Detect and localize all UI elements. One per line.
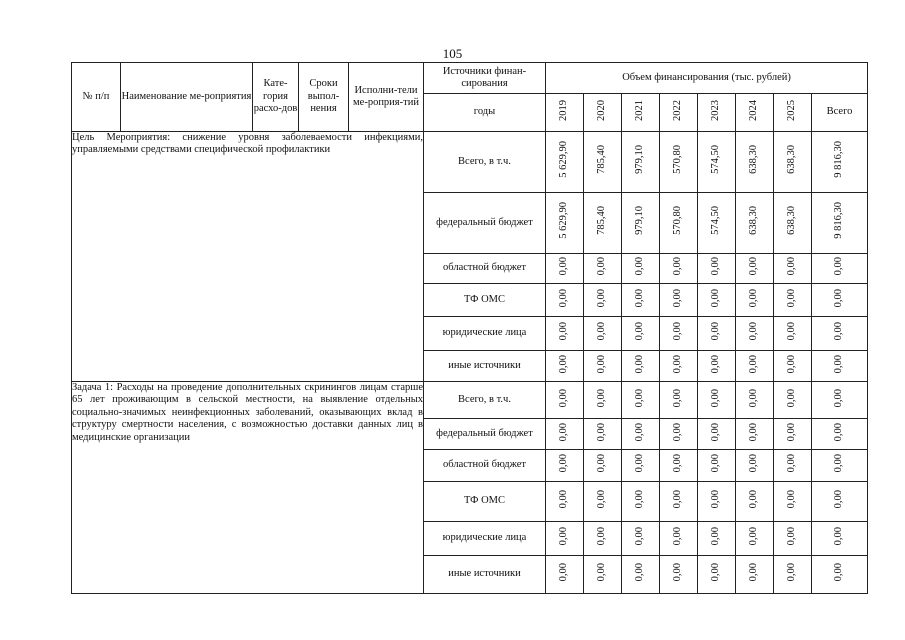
header-row-1 [72, 63, 868, 94]
value-text: 0,00 [596, 257, 608, 276]
year-value-cell [546, 317, 584, 351]
year-value-cell [584, 351, 622, 382]
value-text: 638,30 [786, 145, 798, 175]
year-value-cell [736, 482, 774, 522]
value-text: 979,10 [634, 206, 646, 236]
year-value-cell [774, 556, 812, 594]
year-value-cell [736, 450, 774, 482]
value-text: 0,00 [833, 257, 845, 276]
year-value-cell [660, 556, 698, 594]
value-text: 0,00 [596, 388, 608, 407]
value-text: 0,00 [833, 422, 845, 441]
total-value-cell [812, 522, 868, 556]
funding-source: областной бюджет [424, 450, 546, 482]
value-text: 0,00 [786, 422, 798, 441]
financing-table [71, 62, 868, 594]
year-value-cell [698, 132, 736, 193]
year-value-cell [584, 284, 622, 317]
table-row [72, 382, 868, 419]
total-value-cell [812, 450, 868, 482]
year-header-label: 2019 [558, 99, 570, 121]
year-value-cell [622, 284, 660, 317]
year-value-cell [546, 419, 584, 450]
year-value-cell [584, 450, 622, 482]
funding-source: ТФ ОМС [424, 482, 546, 522]
value-text: 0,00 [558, 257, 570, 276]
total-value-cell [812, 482, 868, 522]
year-value-cell [774, 482, 812, 522]
value-text: 0,00 [596, 288, 608, 307]
value-text: 9 816,30 [833, 141, 845, 179]
year-value-cell [622, 132, 660, 193]
col-sources-header: Источники финан-сирования [424, 63, 546, 94]
value-text: 0,00 [748, 490, 760, 509]
year-value-cell [698, 382, 736, 419]
value-text: 0,00 [634, 454, 646, 473]
year-value-cell [736, 419, 774, 450]
year-value-cell [622, 522, 660, 556]
value-text: 979,10 [634, 145, 646, 175]
year-value-cell [584, 522, 622, 556]
year-header [622, 94, 660, 132]
year-header [660, 94, 698, 132]
value-text: 0,00 [634, 257, 646, 276]
year-value-cell [584, 317, 622, 351]
value-text: 574,50 [710, 206, 722, 236]
value-text: 0,00 [833, 527, 845, 546]
year-value-cell [660, 482, 698, 522]
value-text: 0,00 [634, 288, 646, 307]
year-value-cell [584, 419, 622, 450]
total-value-cell [812, 419, 868, 450]
year-header [546, 94, 584, 132]
year-value-cell [774, 132, 812, 193]
value-text: 638,30 [748, 206, 760, 236]
value-text: 0,00 [710, 257, 722, 276]
funding-source: юридические лица [424, 522, 546, 556]
year-value-cell [546, 284, 584, 317]
year-value-cell [584, 132, 622, 193]
value-text: 0,00 [672, 322, 684, 341]
year-value-cell [736, 193, 774, 254]
year-value-cell [698, 284, 736, 317]
value-text: 0,00 [748, 257, 760, 276]
value-text: 0,00 [634, 388, 646, 407]
year-value-cell [660, 317, 698, 351]
year-value-cell [622, 450, 660, 482]
value-text: 5 629,90 [558, 141, 570, 179]
year-value-cell [660, 382, 698, 419]
year-header [774, 94, 812, 132]
year-value-cell [736, 254, 774, 284]
value-text: 570,80 [672, 206, 684, 236]
funding-source: областной бюджет [424, 254, 546, 284]
funding-source: федеральный бюджет [424, 193, 546, 254]
year-value-cell [698, 193, 736, 254]
year-header [584, 94, 622, 132]
year-value-cell [698, 482, 736, 522]
col-terms-header: Сроки выпол-нения [299, 63, 349, 132]
value-text: 0,00 [833, 563, 845, 582]
year-value-cell [736, 522, 774, 556]
year-value-cell [660, 193, 698, 254]
table-row [72, 132, 868, 193]
funding-source: иные источники [424, 351, 546, 382]
value-text: 0,00 [748, 563, 760, 582]
year-value-cell [584, 482, 622, 522]
value-text: 0,00 [748, 388, 760, 407]
year-value-cell [622, 254, 660, 284]
year-value-cell [622, 419, 660, 450]
value-text: 0,00 [786, 257, 798, 276]
value-text: 0,00 [558, 388, 570, 407]
value-text: 785,40 [596, 145, 608, 175]
value-text: 638,30 [748, 145, 760, 175]
value-text: 0,00 [634, 422, 646, 441]
value-text: 0,00 [596, 422, 608, 441]
total-value-cell [812, 351, 868, 382]
value-text: 0,00 [710, 288, 722, 307]
value-text: 0,00 [634, 490, 646, 509]
year-value-cell [546, 351, 584, 382]
year-value-cell [660, 450, 698, 482]
value-text: 0,00 [786, 454, 798, 473]
value-text: 0,00 [672, 354, 684, 373]
year-value-cell [546, 382, 584, 419]
total-value-cell [812, 254, 868, 284]
value-text: 0,00 [558, 322, 570, 341]
year-value-cell [546, 482, 584, 522]
funding-source: юридические лица [424, 317, 546, 351]
year-value-cell [736, 132, 774, 193]
value-text: 0,00 [634, 563, 646, 582]
year-header-label: 2023 [710, 99, 722, 121]
value-text: 0,00 [672, 563, 684, 582]
year-value-cell [660, 254, 698, 284]
value-text: 0,00 [786, 563, 798, 582]
value-text: 0,00 [786, 288, 798, 307]
value-text: 0,00 [596, 322, 608, 341]
year-value-cell [660, 132, 698, 193]
page-number: 105 [442, 46, 463, 61]
year-header-label: 2024 [748, 99, 760, 121]
year-header [736, 94, 774, 132]
value-text: 0,00 [710, 490, 722, 509]
value-text: 0,00 [558, 422, 570, 441]
value-text: 0,00 [558, 454, 570, 473]
value-text: 0,00 [748, 422, 760, 441]
value-text: 0,00 [748, 322, 760, 341]
value-text: 0,00 [710, 388, 722, 407]
col-funding-header: Объем финансирования (тыс. рублей) [546, 63, 868, 94]
value-text: 0,00 [558, 354, 570, 373]
value-text: 0,00 [596, 354, 608, 373]
funding-source: Всего, в т.ч. [424, 132, 546, 193]
year-value-cell [736, 556, 774, 594]
value-text: 0,00 [596, 563, 608, 582]
value-text: 0,00 [710, 354, 722, 373]
value-text: 9 816,30 [833, 202, 845, 240]
value-text: 0,00 [710, 322, 722, 341]
year-header-label: 2021 [634, 99, 646, 121]
col-num-header: № п/п [72, 63, 121, 132]
value-text: 0,00 [833, 354, 845, 373]
year-value-cell [622, 382, 660, 419]
value-text: 0,00 [786, 527, 798, 546]
total-value-cell [812, 556, 868, 594]
year-value-cell [622, 351, 660, 382]
year-value-cell [660, 284, 698, 317]
total-value-cell [812, 284, 868, 317]
year-value-cell [546, 450, 584, 482]
col-years-label: годы [424, 94, 546, 132]
year-value-cell [546, 254, 584, 284]
year-value-cell [546, 556, 584, 594]
year-value-cell [622, 193, 660, 254]
total-value-cell [812, 132, 868, 193]
year-value-cell [698, 556, 736, 594]
value-text: 0,00 [558, 288, 570, 307]
col-category-header: Кате-гория расхо-дов [253, 63, 299, 132]
value-text: 0,00 [596, 454, 608, 473]
year-value-cell [774, 382, 812, 419]
col-name-header: Наименование ме-роприятия [121, 63, 253, 132]
value-text: 0,00 [596, 527, 608, 546]
value-text: 0,00 [710, 422, 722, 441]
col-executors-header: Исполни-тели ме-роприя-тий [349, 63, 424, 132]
year-value-cell [546, 522, 584, 556]
year-value-cell [698, 254, 736, 284]
value-text: 0,00 [786, 490, 798, 509]
value-text: 785,40 [596, 206, 608, 236]
total-value-cell [812, 193, 868, 254]
value-text: 0,00 [710, 454, 722, 473]
value-text: 0,00 [558, 563, 570, 582]
funding-source: Всего, в т.ч. [424, 382, 546, 419]
year-value-cell [774, 450, 812, 482]
year-value-cell [584, 193, 622, 254]
year-value-cell [698, 351, 736, 382]
year-value-cell [584, 556, 622, 594]
value-text: 638,30 [786, 206, 798, 236]
value-text: 0,00 [786, 322, 798, 341]
year-value-cell [698, 419, 736, 450]
year-value-cell [622, 482, 660, 522]
value-text: 0,00 [672, 288, 684, 307]
value-text: 0,00 [634, 527, 646, 546]
funding-source: федеральный бюджет [424, 419, 546, 450]
year-value-cell [736, 284, 774, 317]
year-value-cell [622, 317, 660, 351]
funding-source: ТФ ОМС [424, 284, 546, 317]
value-text: 0,00 [634, 322, 646, 341]
value-text: 0,00 [748, 288, 760, 307]
value-text: 0,00 [786, 354, 798, 373]
year-value-cell [546, 132, 584, 193]
year-value-cell [584, 382, 622, 419]
section-title: Цель Мероприятия: снижение уровня заболеваемости инфекциями, управляемыми средствами специфической профилактики [72, 132, 424, 382]
value-text: 0,00 [672, 454, 684, 473]
value-text: 0,00 [748, 527, 760, 546]
value-text: 0,00 [672, 422, 684, 441]
year-value-cell [622, 556, 660, 594]
value-text: 0,00 [710, 563, 722, 582]
section-title: Задача 1: Расходы на проведение дополнительных скринингов лицам старше 65 лет проживающим в сельской местности, на выявление отдельных социально-значимых неинфекционных заболеваний, оказывающих вклад в структуру смертности населения, с возможностью доставки данных лиц в медицинские организации [72, 382, 424, 594]
value-text: 0,00 [833, 454, 845, 473]
year-value-cell [774, 317, 812, 351]
value-text: 0,00 [634, 354, 646, 373]
year-value-cell [546, 193, 584, 254]
value-text: 0,00 [558, 527, 570, 546]
year-value-cell [660, 522, 698, 556]
year-value-cell [774, 193, 812, 254]
year-value-cell [584, 254, 622, 284]
value-text: 0,00 [786, 388, 798, 407]
total-value-cell [812, 317, 868, 351]
funding-source: иные источники [424, 556, 546, 594]
value-text: 0,00 [833, 490, 845, 509]
year-value-cell [698, 450, 736, 482]
value-text: 0,00 [672, 388, 684, 407]
value-text: 0,00 [558, 490, 570, 509]
year-value-cell [774, 254, 812, 284]
value-text: 0,00 [672, 257, 684, 276]
year-header [698, 94, 736, 132]
year-value-cell [660, 351, 698, 382]
year-value-cell [698, 317, 736, 351]
year-header-label: 2020 [596, 99, 608, 121]
year-value-cell [698, 522, 736, 556]
year-value-cell [774, 522, 812, 556]
year-header-label: 2022 [672, 99, 684, 121]
year-value-cell [774, 284, 812, 317]
year-value-cell [774, 419, 812, 450]
value-text: 5 629,90 [558, 202, 570, 240]
year-header-label: 2025 [786, 99, 798, 121]
value-text: 0,00 [596, 490, 608, 509]
year-value-cell [774, 351, 812, 382]
value-text: 0,00 [710, 527, 722, 546]
year-value-cell [660, 419, 698, 450]
value-text: 574,50 [710, 145, 722, 175]
value-text: 0,00 [672, 527, 684, 546]
value-text: 0,00 [833, 388, 845, 407]
col-total-header: Всего [812, 94, 868, 132]
value-text: 0,00 [748, 454, 760, 473]
year-value-cell [736, 351, 774, 382]
value-text: 0,00 [833, 288, 845, 307]
year-value-cell [736, 382, 774, 419]
year-value-cell [736, 317, 774, 351]
value-text: 0,00 [672, 490, 684, 509]
value-text: 0,00 [748, 354, 760, 373]
value-text: 0,00 [833, 322, 845, 341]
value-text: 570,80 [672, 145, 684, 175]
total-value-cell [812, 382, 868, 419]
